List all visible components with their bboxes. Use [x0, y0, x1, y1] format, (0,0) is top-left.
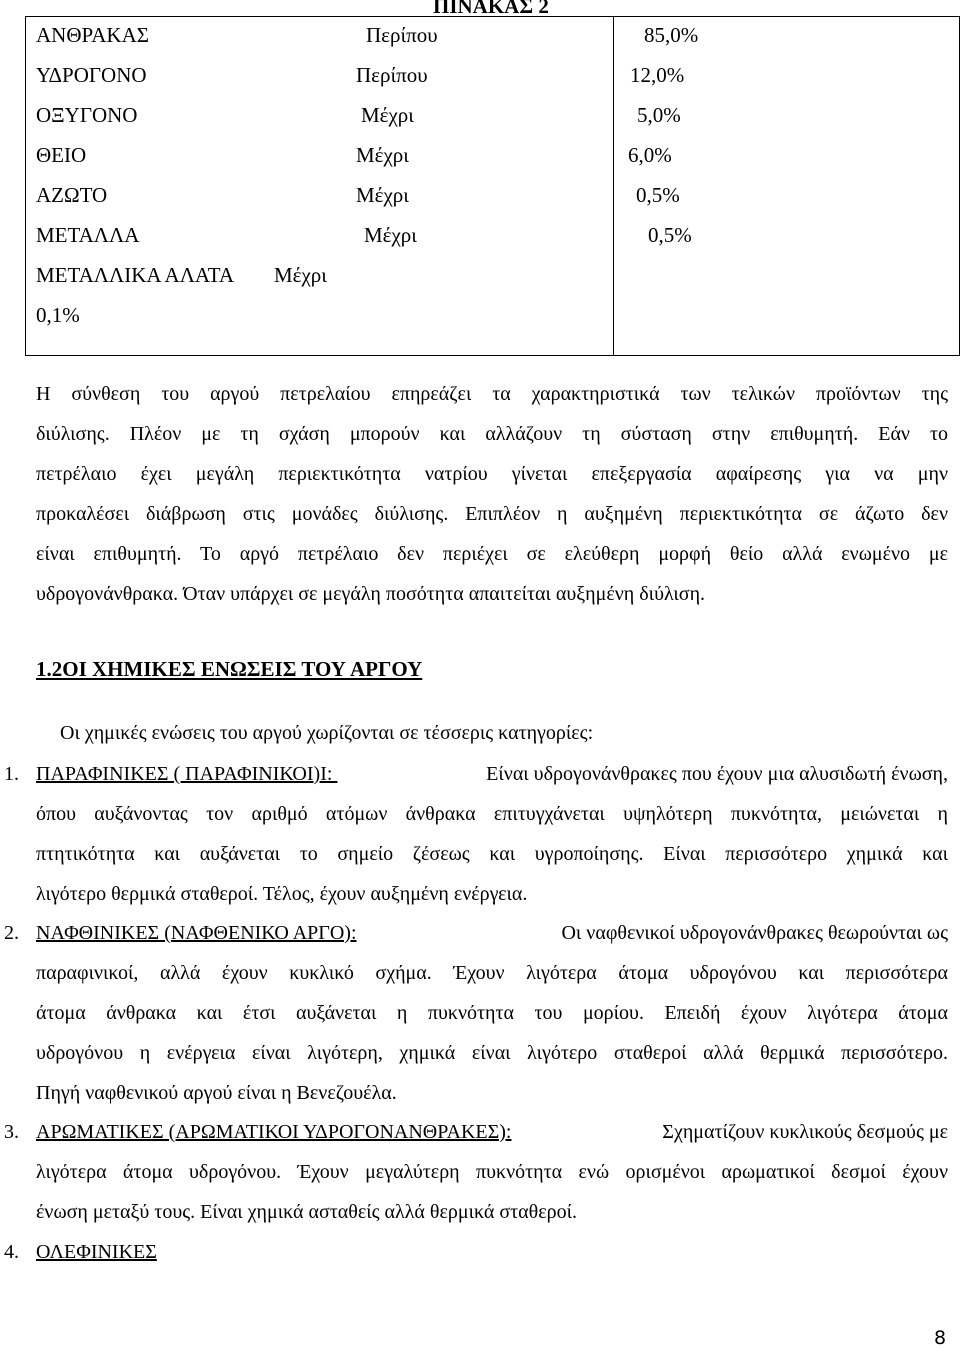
list-item-title: ΑΡΩΜΑΤΙΚΕΣ (ΑΡΩΜΑΤΙΚΟΙ ΥΔΡΟΓΟΝΑΝΘΡΑΚΕΣ):: [36, 1121, 512, 1143]
list-item-line: πτητικότητα και αυξάνεται το σημείο ζέσεως και υγροποίησης. Είναι περισσότερο χημικά και: [36, 843, 948, 865]
table-row-qualifier: Μέχρι: [361, 103, 414, 127]
list-item-title: ΝΑΦΘΙΝΙΚΕΣ (ΝΑΦΘΕΝΙΚΟ ΑΡΓΟ):: [36, 922, 357, 944]
list-item-line: λιγότερα άτομα υδρογόνου. Έχουν μεγαλύτερη πυκνότητα ενώ ορισμένοι αρωματικοί δεσμοί έχουν: [36, 1161, 948, 1183]
section-heading: 1.2ΟΙ ΧΗΜΙΚΕΣ ΕΝΩΣΕΙΣ ΤΟΥ ΑΡΓΟΥ: [36, 657, 423, 681]
list-item-line: Πηγή ναφθενικού αργού είναι η Βενεζουέλα.: [36, 1082, 397, 1104]
table-row-name: ΜΕΤΑΛΛΑ: [36, 223, 140, 247]
list-item-title: ΟΛΕΦΙΝΙΚΕΣ: [36, 1241, 157, 1263]
list-item-number: 1.: [4, 763, 19, 785]
table-row-name: ΜΕΤΑΛΛΙΚΑ ΑΛΑΤΑ: [36, 263, 235, 287]
table-row-name: ΑΝΘΡΑΚΑΣ: [36, 23, 149, 47]
list-item-line: όπου αυξάνοντας τον αριθμό ατόμων άνθρακα επιτυγχάνεται υψηλότερη πυκνότητα, μειώνεται η: [36, 803, 948, 825]
table-row-value: 5,0%: [637, 103, 681, 127]
list-item-line: άτομα άνθρακα και έτσι αυξάνεται η πυκνότητα του μορίου. Επειδή έχουν λιγότερα άτομα: [36, 1002, 948, 1024]
section-intro: Οι χημικές ενώσεις του αργού χωρίζονται σε τέσσερις κατηγορίες:: [60, 722, 594, 744]
table-row-value: 85,0%: [644, 23, 699, 47]
list-item-text: Σχηματίζουν κυκλικούς δεσμούς με: [662, 1121, 948, 1143]
paragraph-line: υδρογονάνθρακα. Όταν υπάρχει σε μεγάλη ποσότητα απαιτείται αυξημένη διύλιση.: [36, 583, 706, 605]
list-item: [36, 922, 948, 945]
list-item: [36, 1121, 948, 1144]
table-row-value: 0,1%: [36, 303, 80, 327]
table-row-value: 0,5%: [636, 183, 680, 207]
table-title: ΠΙΝΑΚΑΣ 2: [433, 0, 549, 18]
paragraph-line: πετρέλαιο έχει μεγάλη περιεκτικότητα νατρίου γίνεται επεξεργασία αφαίρεσης για να μην: [36, 463, 948, 485]
list-item-title: ΠΑΡΑΦΙΝΙΚΕΣ ( ΠΑΡΑΦΙΝΙΚΟΙ)Ι:: [36, 763, 338, 785]
table-left-cell: [26, 17, 699, 356]
table-row-value: 12,0%: [630, 63, 685, 87]
list-item-line: λιγότερο θερμικά σταθεροί. Τέλος, έχουν αυξημένη ενέργεια.: [36, 883, 528, 905]
paragraph-line: Η σύνθεση του αργού πετρελαίου επηρεάζει τα χαρακτηριστικά των τελικών προϊόντων της: [36, 383, 948, 405]
paragraph-line: είναι επιθυμητή. Το αργό πετρέλαιο δεν περιέχει σε ελεύθερη μορφή θείο αλλά ενωμένο με: [36, 543, 948, 565]
list-item: [36, 763, 948, 786]
table-row-qualifier: Περίπου: [366, 23, 438, 47]
list-item-text: Οι ναφθενικοί υδρογονάνθρακες θεωρούνται ως: [561, 922, 948, 944]
list-item-number: 2.: [4, 922, 19, 944]
paragraph-line: προκαλέσει διάβρωση στις μονάδες διύλισης. Επιπλέον η αυξημένη περιεκτικότητα σε άζωτο δεν: [36, 503, 948, 525]
table-row-qualifier: Μέχρι: [274, 263, 327, 287]
list-item-line: ένωση μεταξύ τους. Είναι χημικά ασταθείς αλλά θερμικά σταθεροί.: [36, 1201, 577, 1223]
table-row-name: ΟΞΥΓΟΝΟ: [36, 103, 138, 127]
table-row-value: 0,5%: [648, 223, 692, 247]
page-number: 8: [934, 1327, 947, 1349]
list-item-number: 3.: [4, 1121, 19, 1143]
list-item-line: παραφινικοί, αλλά έχουν κυκλικό σχήμα. Έχουν λιγότερα άτομα υδρογόνου και περισσότερα: [36, 962, 948, 984]
table-row-qualifier: Μέχρι: [356, 183, 409, 207]
table-row-name: ΘΕΙΟ: [36, 143, 87, 167]
table-row-qualifier: Μέχρι: [356, 143, 409, 167]
paragraph-line: διύλισης. Πλέον με τη σχάση μπορούν και αλλάζουν τη σύσταση στην επιθυμητή. Εάν το: [36, 423, 948, 445]
table-row-qualifier: Περίπου: [356, 63, 428, 87]
table-row-value: 6,0%: [628, 143, 672, 167]
list-item-number: 4.: [4, 1241, 19, 1263]
table-row-name: ΥΔΡΟΓΟΝΟ: [36, 63, 147, 87]
composition-table: [25, 16, 960, 356]
list-item-line: υδρογόνου η ενέργεια είναι λιγότερη, χημικά είναι λιγότερο σταθεροί αλλά θερμικά περισσότερο.: [36, 1042, 948, 1064]
table-row-name: ΑΖΩΤΟ: [36, 183, 108, 207]
table-row-qualifier: Μέχρι: [364, 223, 417, 247]
list-item-text: Είναι υδρογονάνθρακες που έχουν μια αλυσιδωτή ένωση,: [486, 763, 948, 785]
